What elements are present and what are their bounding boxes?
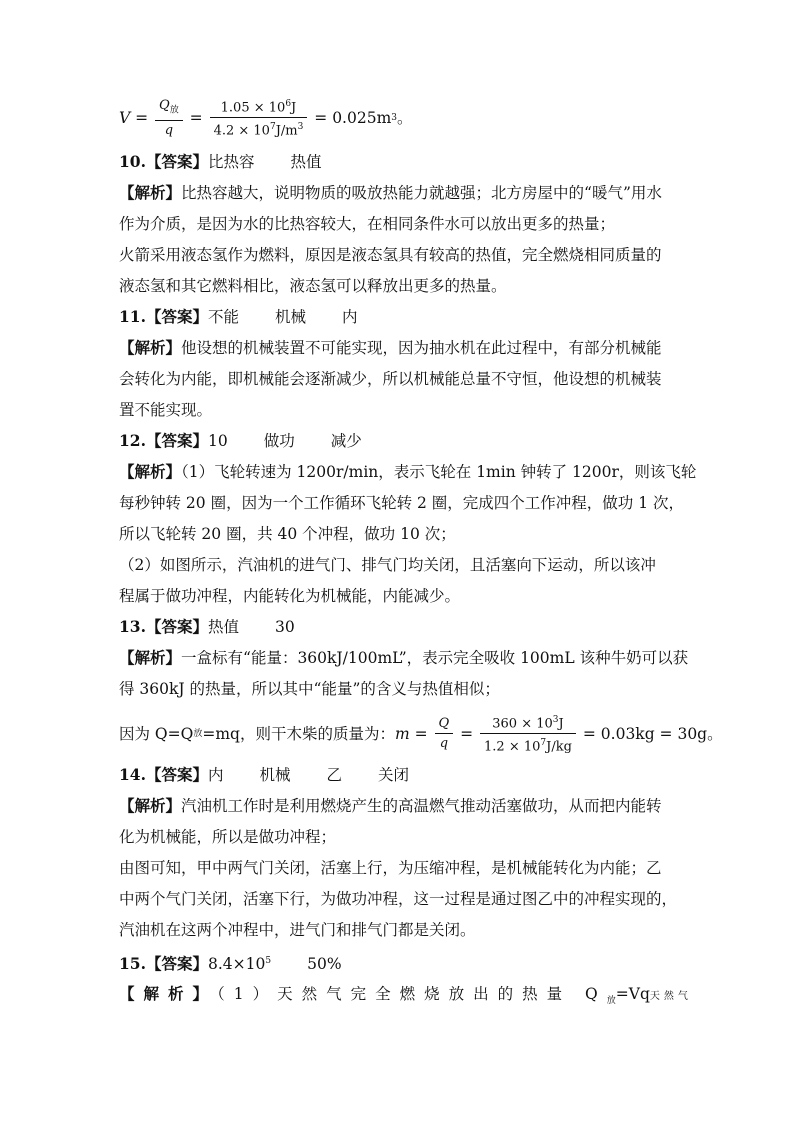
answer-item: 机械 (275, 308, 307, 326)
numerator-value: 1.05 × 10 (220, 100, 286, 116)
formula-mass: 因为 Q=Q 放 =mq，则干木柴的质量为： m = $\frac{Q}{q}$ = $\frac{360 \times 10^3J}{1.2 \times 10^7J/kg}$ = 0.03kg = 30g 。 (119, 715, 723, 755)
answer-tag: 【答案】 (145, 431, 208, 450)
numerator-value: 360 × 10 (492, 716, 553, 732)
analysis-text: 程属于做功冲程，内能转化为机械能，内能减少。 (119, 587, 461, 605)
formula-result: = 0.03kg = 30g (582, 724, 708, 743)
subscript: 放 (606, 996, 616, 1007)
formula-lhs: m (394, 724, 410, 743)
fraction-values (210, 97, 308, 139)
fraction-q-over-q (435, 716, 454, 751)
answer-tag: 【答案】 (145, 954, 208, 974)
q10-analysis-line (119, 183, 662, 203)
analysis-text: 得 360kJ 的热量，所以其中“能量”的含义与热值相似； (119, 680, 500, 698)
analysis-text: 由图可知，甲中两气门关闭，活塞上行，为压缩冲程，是机械能转化为内能；乙 (119, 859, 662, 877)
q15-answer-line (119, 951, 342, 974)
answer-item: 热值 (290, 153, 322, 171)
exponent: 7 (269, 122, 276, 133)
answer-tag: 【答案】 (145, 765, 208, 784)
fraction-numerator: Q (435, 716, 454, 734)
analysis-tag: 【解析】 (119, 462, 182, 481)
analysis-text: 比热容越大，说明物质的吸放热能力就越强；北方房屋中的“暖气”用水 (181, 184, 662, 202)
analysis-tag: 【解析】 (119, 183, 182, 202)
answer-item: 50% (307, 955, 342, 974)
q15-analysis-line (119, 984, 692, 1011)
question-number: 12. (119, 431, 146, 450)
analysis-text: 火箭采用液态氢作为燃料，原因是液态氢具有较高的热值，完全燃烧相同质量的 (119, 246, 662, 264)
analysis-text: （1）飞轮转速为 1200r/min，表示飞轮在 1min 钟转了 1200r，则该飞轮 (181, 463, 697, 481)
exponent: 5 (265, 956, 272, 966)
analysis-text: 他设想的机械装置不可能实现，因为抽水机在此过程中，有部分机械能 (181, 339, 662, 357)
answer-tag: 【答案】 (145, 307, 208, 326)
analysis-tag: 【解析】 (119, 338, 182, 357)
question-number: 15. (119, 954, 146, 974)
analysis-text: （1）天然气完全燃烧放出的热量 Q (217, 985, 607, 1003)
analysis-text: 汽油机在这两个冲程中，进气门和排气门都是关闭。 (119, 921, 476, 939)
analysis-text: 所以飞轮转 20 圈，共 40 个冲程，做功 10 次； (119, 525, 456, 543)
analysis-text: 会转化为内能，即机械能会逐渐减少，所以机械能总量不守恒，他设想的机械装 (119, 370, 662, 388)
analysis-text: 一盒标有“能量：360kJ/100mL”，表示完全吸收 100mL 该种牛奶可以获 (181, 649, 689, 667)
question-number: 11. (119, 307, 146, 326)
fraction-q-over-q (155, 98, 183, 139)
q13-answer-line (119, 617, 295, 637)
formula-result: = 0.025m (314, 108, 392, 127)
answer-item: 做功 (263, 432, 295, 450)
q12-analysis-line (119, 462, 696, 482)
punctuation: 。 (707, 724, 723, 743)
analysis-text: 中两个气门关闭，活塞下行，为做功冲程，这一过程是通过图乙中的冲程实现的， (119, 890, 678, 908)
punctuation: 。 (397, 108, 413, 127)
analysis-text: 化为机械能，所以是做功冲程； (119, 828, 337, 846)
answer-tag: 【答案】 (145, 617, 208, 636)
q13-analysis-line (119, 648, 688, 668)
question-number: 14. (119, 765, 146, 784)
q14-analysis-line (119, 796, 662, 816)
answer-item: 30 (275, 618, 295, 636)
answer-item: 8.4×10 (207, 955, 266, 974)
analysis-text: 每秒钟转 20 圈，因为一个工作循环飞轮转 2 圈，完成四个工作冲程，做功 1 次， (119, 494, 685, 512)
q14-answer-line (119, 765, 409, 785)
exponent: 3 (391, 112, 398, 123)
fraction-denominator: q (439, 736, 449, 752)
q11-analysis-line (119, 338, 662, 358)
analysis-text: （2）如图所示，汽油机的进气门、排气门均关闭，且活塞向下运动，所以该冲 (119, 556, 656, 574)
answer-tag: 【答案】 (145, 152, 208, 171)
answer-item: 内 (342, 308, 358, 326)
unit: J (291, 100, 297, 116)
exponent: 3 (297, 122, 304, 133)
fraction-values (480, 713, 576, 755)
answer-item: 比热容 (207, 153, 255, 171)
answer-item: 不能 (207, 308, 239, 326)
subscript: 天然气 (649, 991, 692, 1002)
exponent: 7 (540, 738, 547, 749)
answer-item: 乙 (326, 766, 343, 784)
analysis-text: 置不能实现。 (119, 401, 213, 419)
answer-item: 关闭 (378, 766, 410, 784)
analysis-text: =mq，则干木柴的质量为： (202, 724, 395, 743)
answer-item: 热值 (207, 618, 239, 636)
analysis-tag: 【解析】 (119, 984, 218, 1003)
q10-answer-line (119, 152, 322, 172)
formula-lhs: V (119, 108, 131, 127)
analysis-tag: 【解析】 (119, 648, 182, 667)
unit: J (558, 716, 564, 732)
unit: J/kg (546, 739, 572, 755)
analysis-text: 作为介质，是因为水的比热容较大，在相同条件水可以放出更多的热量； (119, 215, 616, 233)
answer-item: 机械 (259, 766, 291, 784)
subscript: 放 (169, 105, 179, 116)
analysis-tag: 【解析】 (119, 796, 182, 815)
formula-volume: V = $\frac{Q_放}{q}$ = $\frac{1.05 \times 10^6J}{4.2 \times 10^7J/m^3}$ = 0.025m 3 。 (119, 97, 413, 139)
unit: J/m (275, 123, 298, 139)
q12-answer-line (119, 431, 362, 451)
answer-item: 减少 (330, 432, 362, 450)
fraction-denominator: q (164, 123, 174, 139)
question-number: 13. (119, 617, 146, 636)
exponent: 6 (285, 99, 292, 109)
analysis-text: =Vq (615, 985, 650, 1003)
analysis-text: 液态氢和其它燃料相比，液态氢可以释放出更多的热量。 (119, 277, 507, 295)
denominator-value: 4.2 × 10 (213, 123, 270, 139)
analysis-text: 因为 Q=Q (119, 724, 194, 743)
fraction-numerator: Q (159, 97, 170, 113)
analysis-text: 汽油机工作时是利用燃烧产生的高温燃气推动活塞做功，从而把内能转 (181, 797, 662, 815)
subscript: 放 (193, 728, 203, 739)
answer-item: 10 (207, 432, 228, 450)
denominator-value: 1.2 × 10 (484, 739, 541, 755)
answer-item: 内 (207, 766, 224, 784)
question-number: 10. (119, 152, 146, 171)
exponent: 3 (552, 715, 559, 725)
q11-answer-line (119, 307, 358, 327)
